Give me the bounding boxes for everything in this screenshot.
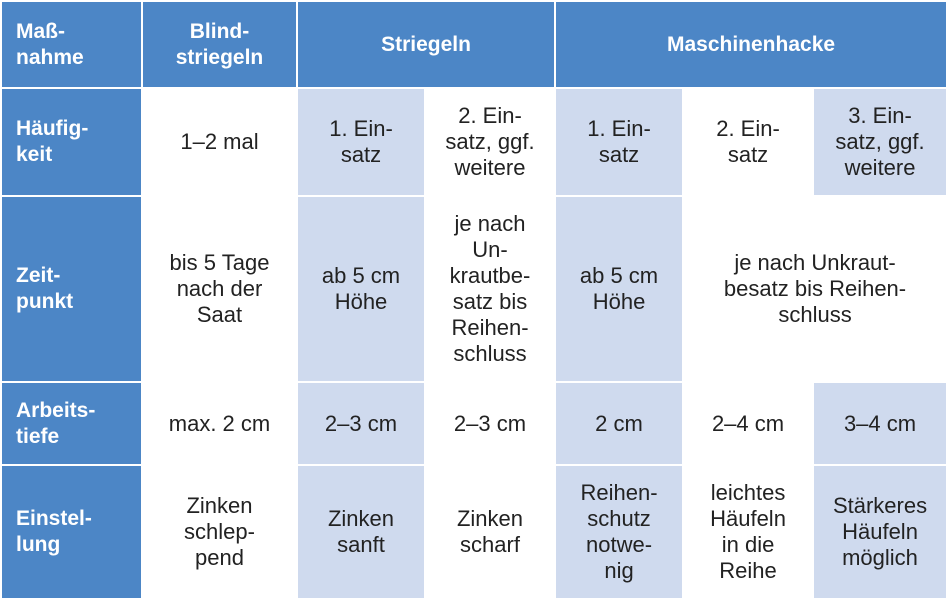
cell-einstellung-striegeln-1: Zinken sanft — [297, 465, 425, 599]
cell-einstellung-hacke-3: Stärkeres Häufeln möglich — [813, 465, 947, 599]
cell-zeitpunkt-hacke-2-3: je nach Unkraut- besatz bis Reihen- schluss — [683, 196, 947, 382]
cell-einstellung-hacke-1: Reihen- schutz notwe- nig — [555, 465, 683, 599]
cell-arbeitstiefe-striegeln-1: 2–3 cm — [297, 382, 425, 465]
cell-einstellung-hacke-2: leichtes Häufeln in die Reihe — [683, 465, 813, 599]
cell-haeufigkeit-striegeln-1: 1. Ein- satz — [297, 88, 425, 196]
row-label-zeitpunkt: Zeit- punkt — [1, 196, 142, 382]
cell-zeitpunkt-striegeln-1: ab 5 cm Höhe — [297, 196, 425, 382]
cell-einstellung-blindstriegeln: Zinken schlep- pend — [142, 465, 297, 599]
cell-haeufigkeit-hacke-1: 1. Ein- satz — [555, 88, 683, 196]
cell-arbeitstiefe-blindstriegeln: max. 2 cm — [142, 382, 297, 465]
cell-arbeitstiefe-hacke-3: 3–4 cm — [813, 382, 947, 465]
table-row-haeufigkeit — [1, 88, 947, 196]
header-striegeln: Striegeln — [297, 1, 555, 88]
cell-arbeitstiefe-striegeln-2: 2–3 cm — [425, 382, 555, 465]
cell-haeufigkeit-hacke-3: 3. Ein- satz, ggf. weitere — [813, 88, 947, 196]
cell-haeufigkeit-striegeln-2: 2. Ein- satz, ggf. weitere — [425, 88, 555, 196]
row-label-haeufigkeit: Häufig- keit — [1, 88, 142, 196]
table-row-arbeitstiefe — [1, 382, 947, 465]
cell-einstellung-striegeln-2: Zinken scharf — [425, 465, 555, 599]
cell-zeitpunkt-blindstriegeln: bis 5 Tage nach der Saat — [142, 196, 297, 382]
row-label-einstellung: Einstel- lung — [1, 465, 142, 599]
header-maschinenhacke: Maschinenhacke — [555, 1, 947, 88]
header-massnahme: Maß- nahme — [1, 1, 142, 88]
table-row-einstellung — [1, 465, 947, 599]
row-label-arbeitstiefe: Arbeits- tiefe — [1, 382, 142, 465]
cell-haeufigkeit-hacke-2: 2. Ein- satz — [683, 88, 813, 196]
cell-zeitpunkt-hacke-1: ab 5 cm Höhe — [555, 196, 683, 382]
header-row — [1, 1, 947, 88]
cell-arbeitstiefe-hacke-1: 2 cm — [555, 382, 683, 465]
table-row-zeitpunkt — [1, 196, 947, 382]
cell-arbeitstiefe-hacke-2: 2–4 cm — [683, 382, 813, 465]
header-blindstriegeln: Blind- striegeln — [142, 1, 297, 88]
cell-haeufigkeit-blindstriegeln: 1–2 mal — [142, 88, 297, 196]
cell-zeitpunkt-striegeln-2: je nach Un- krautbe- satz bis Reihen- schluss — [425, 196, 555, 382]
